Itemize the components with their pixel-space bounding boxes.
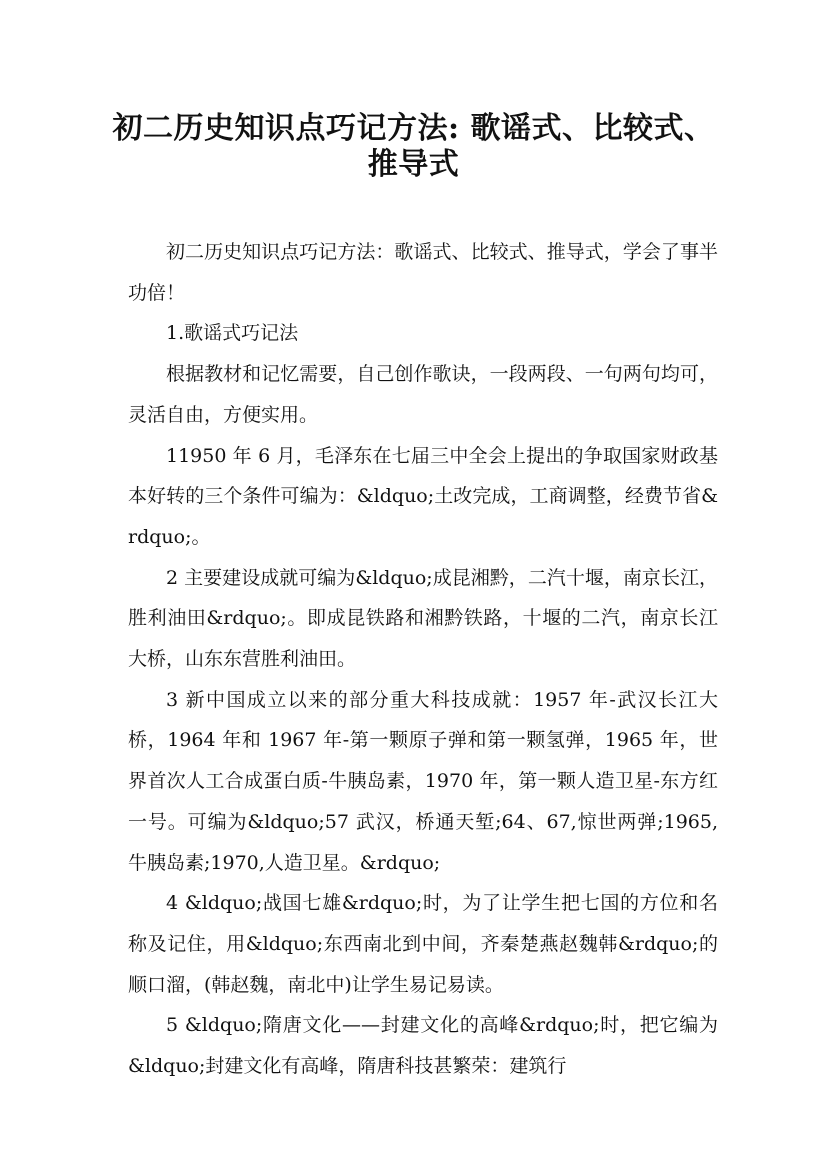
document-body <box>128 232 718 1087</box>
paragraph-intro: 初二历史知识点巧记方法：歌谣式、比较式、推导式，学会了事半功倍！ <box>128 241 718 304</box>
paragraph-example-2: 2 主要建设成就可编为&ldquo;成昆湘黔，二汽十堰，南京长江，胜利油田&rdquo;。即成昆铁路和湘黔铁路，十堰的二汽，南京长江大桥，山东东营胜利油田。 <box>128 566 718 671</box>
paragraph-example-4: 4 &ldquo;战国七雄&rdquo;时，为了让学生把七国的方位和名称及记住，用&ldquo;东西南北到中间，齐秦楚燕赵魏韩&rdquo;的顺口溜，(韩赵魏，南北中)让学生易记易读。 <box>128 892 718 996</box>
paragraph-method-description: 根据教材和记忆需要，自己创作歌诀，一段两段、一句两句均可，灵活自由，方便实用。 <box>128 363 718 426</box>
paragraph-heading-1: 1.歌谣式巧记法 <box>166 322 299 345</box>
document-title-line-2: 推导式 <box>367 147 460 182</box>
paragraph-example-3: 3 新中国成立以来的部分重大科技成就：1957 年-武汉长江大桥，1964 年和 1967 年-第一颗原子弹和第一颗氢弹，1965 年，世界首次人工合成蛋白质-牛胰岛素，1970 年，第一颗人造卫星-东方红一号。可编为&ldquo;57 武汉，桥通天堑;64、67,惊世两弹;1965,牛胰岛素;1970,人造卫星。&rdquo; <box>128 688 718 874</box>
document-title-line-1: 初二历史知识点巧记方法: 歌谣式、比较式、 <box>112 111 715 146</box>
paragraph-example-1: 11950 年 6 月，毛泽东在七届三中全会上提出的争取国家财政基本好转的三个条件可编为：&ldquo;土改完成，工商调整，经费节省&rdquo;。 <box>128 444 718 548</box>
paragraph-example-5: 5 &ldquo;隋唐文化——封建文化的高峰&rdquo;时，把它编为&ldquo;封建文化有高峰，隋唐科技甚繁荣：建筑行 <box>128 1014 718 1078</box>
